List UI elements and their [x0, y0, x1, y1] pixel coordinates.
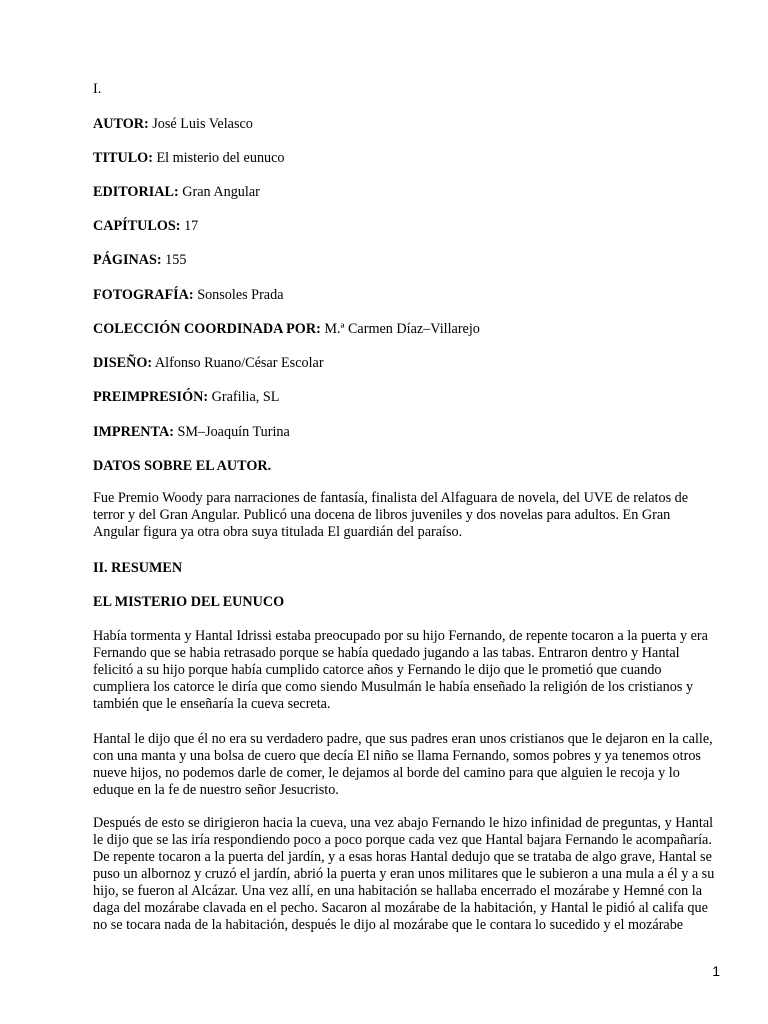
summary-paragraph-2	[93, 731, 713, 799]
paragraph-line: con una manta y una bolsa de cuero que decía El niño se llama Fernando, somos pobres y ya tenemos otros	[93, 748, 701, 764]
section-number: I.	[93, 81, 102, 97]
field-value: SM–Joaquín Turina	[177, 424, 290, 440]
field-preimpresion	[93, 389, 279, 406]
field-titulo	[93, 150, 285, 167]
page-number: 1	[712, 963, 720, 979]
summary-paragraph-3	[93, 815, 715, 934]
paragraph-line: felicitó a su hijo porque había cumplido catorce años y Fernando le dijo que le prometió que cuando	[93, 662, 662, 678]
field-label: CAPÍTULOS:	[93, 218, 181, 234]
field-coleccion	[93, 321, 480, 338]
field-value: 155	[165, 252, 187, 268]
field-label: AUTOR:	[93, 116, 149, 132]
field-value: José Luis Velasco	[152, 116, 253, 132]
field-fotografia	[93, 287, 284, 304]
field-label: EDITORIAL:	[93, 184, 179, 200]
paragraph-line: no se tocara nada de la habitación, después le dijo al mozárabe que le contara lo sucedido y el mozárabe	[93, 917, 684, 933]
paragraph-line: le dijo que se las iría respondiendo poco a poco porque cada vez que Hantal bajara Fernando le acompañaría.	[93, 832, 712, 848]
field-label: PREIMPRESIÓN:	[93, 389, 209, 405]
field-value: Sonsoles Prada	[197, 287, 284, 303]
field-value: Gran Angular	[182, 184, 260, 200]
field-label: IMPRENTA:	[93, 424, 174, 440]
field-label: COLECCIÓN COORDINADA POR:	[93, 321, 321, 337]
author-paragraph	[93, 490, 693, 541]
paragraph-line: Después de esto se dirigieron hacia la cueva, una vez abajo Fernando le hizo infinidad de preguntas, y Hantal	[93, 815, 714, 831]
field-value: 17	[184, 218, 199, 234]
field-imprenta	[93, 424, 290, 441]
field-paginas	[93, 252, 186, 269]
paragraph-line: puso un albornoz y cruzó el jardín, abrió la puerta y eran unos militares que le subieron a una mula a él y a su	[93, 866, 715, 882]
field-value: Grafilia, SL	[211, 389, 280, 405]
paragraph-line: cumpliera los catorce le diría que como siendo Musulmán le había enseñado la religión de los cristianos y	[93, 679, 694, 695]
paragraph-line: Fernando que se habia retrasado porque se había quedado jugando a las tabas. Entraron dentro y Hantal	[93, 645, 680, 661]
paragraph-line: hijo, se fueron al Alcázar. Una vez allí, en una habitación se hallaba encerrado el mozárabe y Hemné con la	[93, 883, 702, 899]
author-heading: DATOS SOBRE EL AUTOR.	[93, 458, 272, 474]
field-capitulos	[93, 218, 198, 235]
field-value: Alfonso Ruano/César Escolar	[154, 355, 324, 371]
field-value: El misterio del eunuco	[156, 150, 285, 166]
field-label: DISEÑO:	[93, 355, 153, 371]
paragraph-line: terror y del Gran Angular. Publicó una docena de libros juveniles y dos novelas para adultos. En Gran	[93, 507, 671, 523]
book-heading: EL MISTERIO DEL EUNUCO	[93, 594, 285, 610]
summary-paragraph-1	[93, 628, 708, 713]
paragraph-line: Hantal le dijo que él no era su verdadero padre, que sus padres eran unos cristianos que le dejaron en la calle,	[93, 731, 713, 747]
paragraph-line: daga del mozárabe clavada en el pecho. Sacaron al mozárabe de la habitación, y Hantal le pidió al califa que	[93, 900, 708, 916]
paragraph-line: nueve hijos, no podemos darle de comer, le dejamos al borde del camino para que alguien le recoja y lo	[93, 765, 680, 781]
field-label: FOTOGRAFÍA:	[93, 287, 194, 303]
paragraph-line: De repente tocaron a la puerta del jardín, y a esas horas Hantal dedujo que se trataba de algo grave, Hantal se	[93, 849, 712, 865]
summary-heading: II. RESUMEN	[93, 560, 183, 576]
field-autor	[93, 116, 253, 133]
field-label: PÁGINAS:	[93, 252, 162, 268]
field-diseno	[93, 355, 324, 372]
field-editorial	[93, 184, 260, 201]
paragraph-line: Había tormenta y Hantal Idrissi estaba preocupado por su hijo Fernando, de repente tocaron a la puerta y era	[93, 628, 708, 644]
paragraph-line: Angular figura ya otra obra suya titulada El guardián del paraíso.	[93, 524, 463, 540]
paragraph-line: también que le enseñaría la cueva secreta.	[93, 696, 331, 712]
field-value: M.ª Carmen Díaz–Villarejo	[324, 321, 480, 337]
paragraph-line: eduque en la fe de nuestro señor Jesucristo.	[93, 782, 339, 798]
paragraph-line: Fue Premio Woody para narraciones de fantasía, finalista del Alfaguara de novela, del UVE de relatos de	[93, 490, 689, 506]
field-label: TITULO:	[93, 150, 153, 166]
